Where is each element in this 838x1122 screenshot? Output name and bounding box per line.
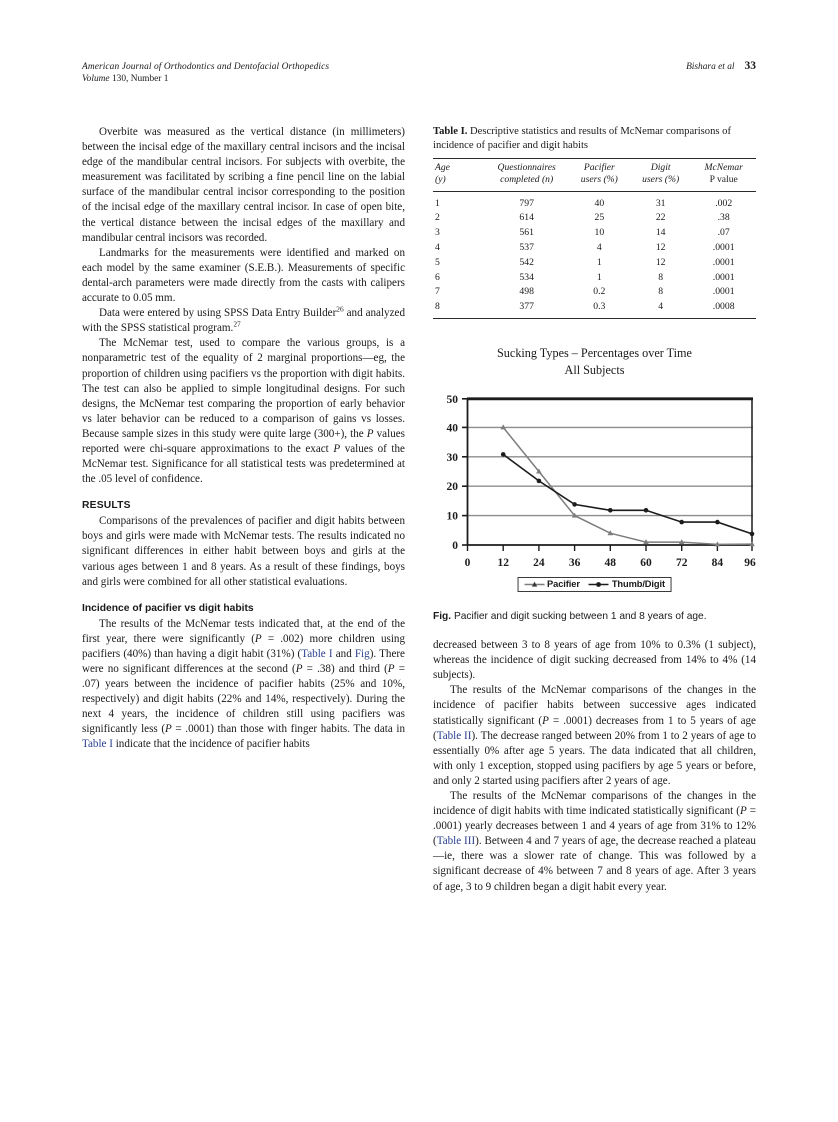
cell-digit: 8: [658, 271, 664, 283]
col-header-questionnaires: [485, 159, 569, 191]
paragraph-decreased: decreased between 3 to 8 years of age from 10% to 0.3% (1 subject), whereas the incidence of digit sucking decreased from 14% to 4% (14 subjects).: [433, 639, 756, 682]
svg-text:24: 24: [533, 557, 545, 570]
table-bottom-rule: [433, 318, 756, 319]
legend-marker-pacifier-icon: [524, 580, 544, 589]
col-header-pacifier: [569, 159, 630, 191]
cell-digit: 12: [655, 241, 666, 253]
chart-legend: [517, 577, 672, 593]
svg-text:40: 40: [446, 422, 458, 435]
cell-age: 8: [435, 301, 440, 313]
series-pacifier: [500, 425, 754, 547]
pacifier-text-c: ). The decrease ranged between 20% from 1 to 2 years of age to essentially 0% after age 5 years. The data indicated that all children, with only 1 exception, stopped using pacifiers by age 5 years or before, and only 2 started using pacifiers after 2 years of age.: [433, 729, 756, 787]
cell-questionnaires: 561: [519, 227, 534, 239]
cell-pacifier: 1: [596, 271, 602, 283]
cell-age: 2: [435, 212, 440, 224]
cell-age: 3: [435, 227, 440, 239]
series-thumb-digit: [501, 453, 754, 537]
figure-caption: [433, 610, 756, 624]
left-column: [82, 125, 405, 753]
table-body: [433, 191, 756, 318]
volume-value: 130, Number 1: [111, 74, 169, 84]
col-header-questionnaires-line1: Questionnaires: [497, 162, 556, 174]
cell-questionnaires: 537: [519, 241, 534, 253]
volume-line: [82, 74, 756, 84]
mcnemar-text-c: values of the McNemar test. Significance for all statistical tests was predetermined at the .05 level of confidence.: [82, 442, 405, 486]
incidence-text-e: = .38) and third (: [302, 663, 388, 675]
col-header-age-line1: Age: [435, 162, 450, 174]
table-row: [433, 241, 756, 256]
x-tick-labels: [465, 557, 756, 569]
page-number: 33: [744, 60, 756, 72]
col-header-age: [433, 159, 485, 191]
cell-pvalue: .0001: [712, 286, 735, 298]
svg-text:36: 36: [568, 557, 581, 570]
incidence-text-c: and: [332, 647, 355, 660]
cell-digit: 12: [655, 256, 666, 268]
col-header-pacifier-line2: users (%): [580, 174, 618, 185]
cell-age: 1: [435, 197, 440, 209]
svg-text:60: 60: [640, 557, 652, 570]
chart-svg: [433, 390, 756, 575]
cell-pacifier: 40: [594, 197, 605, 209]
svg-text:84: 84: [711, 557, 724, 570]
table-row: [433, 285, 756, 300]
digit-text-c: ). Between 4 and 7 years of age, the decrease reached a plateau—ie, there was a slower rate of change. This was followed by a significant decrease of 4% between 7 and 8 years of age. After 3 years of age, 3 to 9 children began a digit habit every year.: [433, 835, 756, 893]
cell-questionnaires: 797: [519, 197, 534, 209]
col-header-mcnemar: [691, 159, 756, 191]
p-italic-2: P: [333, 442, 341, 455]
incidence-text-g: = .0001) than those with finger habits. The data in: [171, 723, 405, 736]
table-label: Table I.: [433, 126, 468, 137]
cell-questionnaires: 377: [519, 301, 534, 313]
table-row: [433, 300, 756, 319]
paragraph-overbite: Overbite was measured as the vertical distance (in millimeters) between the incisal edge of the maxillary central incisors and the incisal edge of the mandibular central incisors. For subjects with overbite, the measurement was facilitated by scribing a fine pencil line on the labial surface of the mandibular central incisor corresponding to the position of the incisal edge of the maxillary central incisor. In case of open bite, the vertical distance between the incisal edges of the maxillary and mandibular central incisors was recorded.: [82, 126, 405, 244]
table-caption-text: Descriptive statistics and results of McNemar comparisons of incidence of pacifier and digit habits: [433, 126, 731, 152]
cell-questionnaires: 614: [519, 212, 534, 224]
cell-pvalue: .38: [717, 212, 730, 224]
xref-table-3[interactable]: Table III: [436, 835, 476, 848]
cell-age: 6: [435, 271, 440, 283]
running-head: [82, 60, 756, 84]
svg-text:12: 12: [497, 557, 509, 570]
col-header-pacifier-line1: Pacifier: [583, 162, 615, 174]
cell-digit: 22: [655, 212, 666, 224]
table-row: [433, 256, 756, 271]
legend-label-pacifier: Pacifier: [547, 579, 580, 590]
incidence-text-f: = .07) years between the incidence of pacifier habits (25% and 10%, respectively) and digit habits (22% and 14%, respectively). During the next 4 years, the incidence of children still using pacifiers was significantly less (: [82, 663, 405, 736]
cell-questionnaires: 534: [519, 271, 534, 283]
cell-pacifier: 1: [596, 256, 602, 268]
cell-pacifier: 4: [596, 241, 602, 253]
figure-caption-text: Pacifier and digit sucking between 1 and 8 years of age.: [453, 611, 707, 623]
xref-table-1a[interactable]: Table I: [301, 647, 333, 660]
table-1: [433, 125, 756, 319]
cell-pvalue: .0008: [712, 301, 735, 313]
col-header-digit-line1: Digit: [650, 162, 671, 174]
legend-item-pacifier: [524, 579, 580, 589]
xref-table-1b[interactable]: Table I: [82, 738, 113, 751]
table-caption: [433, 125, 756, 153]
spss-text-2: and analyzed with the SPSS statistical program.: [82, 307, 405, 335]
spss-text-1: Data were entered by using SPSS Data Entry Builder: [99, 307, 337, 320]
cell-digit: 14: [655, 227, 666, 239]
table-row: [433, 191, 756, 211]
incidence-text-h: indicate that the incidence of pacifier habits: [112, 738, 310, 751]
figure-block: [433, 345, 756, 624]
cell-digit: 8: [658, 286, 664, 298]
paragraph-digit-comparisons: [433, 789, 756, 895]
heading-results: RESULTS: [82, 500, 131, 512]
cell-questionnaires: 498: [519, 286, 534, 298]
journal-name: American Journal of Orthodontics and Dentofacial Orthopedics: [82, 62, 330, 72]
volume-label: Volume: [82, 74, 110, 84]
svg-text:48: 48: [604, 557, 617, 570]
cell-age: 4: [435, 241, 440, 253]
col-header-digit-line2: users (%): [642, 174, 680, 185]
p-italic-7: P: [542, 714, 549, 727]
p-italic-5: P: [387, 663, 395, 675]
xref-fig[interactable]: Fig: [354, 647, 370, 660]
cell-pvalue: .0001: [712, 256, 735, 268]
pacifier-text-a: The results of the McNemar comparisons of the changes in the incidence of pacifier habits between successive ages indicated statistically significant (: [433, 684, 756, 727]
cell-pacifier: 0.3: [593, 301, 606, 313]
sucking-types-chart: [433, 390, 756, 590]
cell-age: 5: [435, 256, 440, 268]
gridlines: [467, 428, 753, 516]
right-column: [433, 125, 756, 895]
digit-text-b: = .0001) yearly decreases between 1 and 4 years of age from 31% to 12% (: [433, 805, 756, 848]
incidence-text-b: = .002) more children using pacifiers (40%) than having a digit habit (31%) (: [82, 632, 405, 660]
cell-pacifier: 25: [594, 212, 605, 224]
col-header-age-line2: (y): [435, 174, 446, 185]
cell-pvalue: .07: [717, 227, 730, 239]
chart-title: [433, 345, 756, 378]
svg-text:20: 20: [446, 481, 458, 494]
svg-text:0: 0: [452, 540, 458, 553]
svg-text:10: 10: [446, 511, 458, 524]
xref-table-2[interactable]: Table II: [436, 729, 472, 742]
p-italic-6: P: [165, 723, 172, 736]
incidence-text-d: ). There were no significant differences at the second (: [82, 647, 405, 675]
paragraph-landmarks: Landmarks for the measurements were identified and marked on each model by the same examiner (S.E.B.). Measurements of specific dental-arch parameters were made directly from the casts with calipers accurate to 0.05 mm.: [82, 246, 405, 305]
figure-label: Fig.: [433, 611, 452, 623]
cell-digit: 4: [658, 301, 664, 313]
heading-incidence: Incidence of pacifier vs digit habits: [82, 602, 254, 614]
mcnemar-text-a: The McNemar test, used to compare the various groups, is a nonparametric test of the equality of 2 marginal proportions—eg, the proportion of children using pacifiers vs the proportion with digit habits. The test can also be applied to simple longitudinal designs. For such designs, the McNemar test comparing the proportion of early behavior vs later behavior can be reduced to a comparison of gains vs losses. Because sample sizes in this study were quite large (300+), the: [82, 337, 405, 440]
svg-text:96: 96: [744, 557, 756, 570]
table-header: [433, 159, 756, 191]
col-header-mcnemar-line2: P value: [709, 174, 738, 185]
cell-pvalue: .002: [715, 197, 733, 209]
table-row: [433, 270, 756, 285]
paragraph-spss: [82, 306, 405, 336]
cell-age: 7: [435, 286, 440, 298]
y-tick-marks: [462, 399, 467, 545]
p-italic-1: P: [366, 427, 374, 440]
chart-title-line1: Sucking Types – Percentages over Time: [497, 346, 692, 361]
cell-pvalue: .0001: [712, 241, 735, 253]
svg-text:50: 50: [446, 394, 458, 407]
legend-marker-thumb-digit-icon: [589, 580, 609, 589]
svg-text:30: 30: [446, 452, 458, 465]
reference-26: 26: [336, 304, 344, 314]
cell-digit: 31: [655, 197, 666, 209]
svg-text:72: 72: [675, 557, 688, 570]
chart-title-line2: All Subjects: [564, 362, 625, 377]
x-tick-marks: [468, 545, 753, 551]
col-header-questionnaires-line2: completed (n): [500, 174, 554, 185]
p-italic-8: P: [739, 805, 747, 818]
reference-27: 27: [233, 319, 241, 329]
cell-pacifier: 10: [594, 227, 605, 239]
col-header-mcnemar-line1: McNemar: [704, 162, 743, 174]
y-tick-labels: [447, 394, 459, 552]
col-header-digit: [630, 159, 691, 191]
pacifier-text-b: = .0001) decreases from 1 to 5 years of age (: [433, 714, 756, 742]
digit-text-a: The results of the McNemar comparisons of the changes in the incidence of digit habits with time indicated statistically significant (: [433, 790, 756, 818]
legend-item-thumb-digit: [589, 579, 665, 589]
svg-text:0: 0: [464, 557, 471, 570]
table-row: [433, 211, 756, 226]
paragraph-pacifier-comparisons: [433, 683, 756, 789]
descriptive-statistics-table: [433, 158, 756, 318]
mcnemar-text-b: values reported were chi-square approximations to the exact: [82, 427, 405, 455]
cell-pacifier: 0.2: [593, 286, 606, 298]
cell-questionnaires: 542: [519, 256, 534, 268]
paragraph-mcnemar: [82, 336, 405, 487]
paragraph-incidence: [82, 617, 405, 753]
running-authors: Bishara et al: [686, 62, 735, 72]
p-italic-4: P: [295, 663, 303, 675]
paragraph-results: Comparisons of the prevalences of pacifier and digit habits between boys and girls were made with McNemar tests. The results indicated no significant differences in either habit between boys and girls at the various ages between 1 and 8 years. As a result of these findings, boys and girls were combined for all other statistical evaluations.: [82, 515, 405, 588]
cell-pvalue: .0001: [712, 271, 735, 283]
legend-label-thumb-digit: Thumb/Digit: [611, 579, 665, 590]
p-italic-3: P: [254, 632, 262, 645]
incidence-text-a: The results of the McNemar tests indicated that, at the end of the first year, there were significantly (: [82, 617, 405, 645]
table-row: [433, 226, 756, 241]
